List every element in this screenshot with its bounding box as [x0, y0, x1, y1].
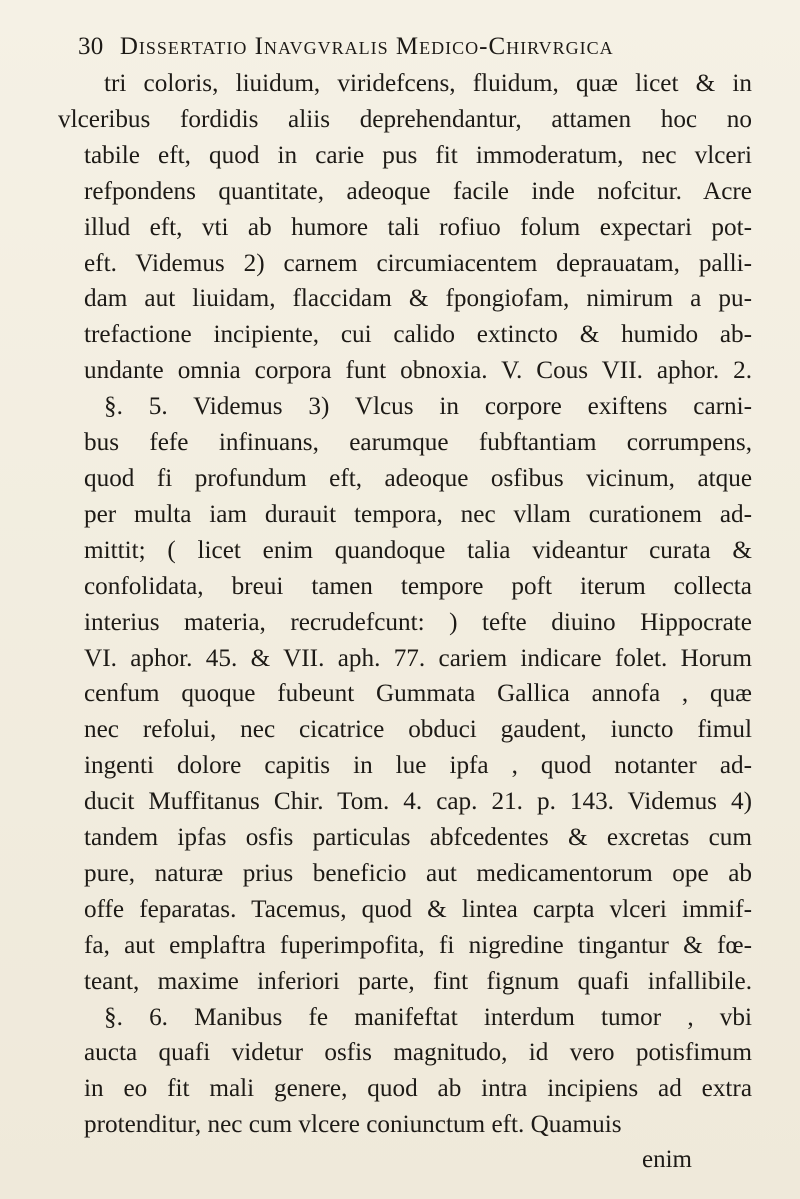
text-line: teant, maxime inferiori parte, fint fignum quafi infallibile. [84, 967, 752, 995]
text-line: fa, aut emplaftra fuperimpofita, fi nigredine tingantur & fœ- [84, 931, 752, 959]
text-line: VI. aphor. 45. & VII. aph. 77. cariem indicare folet. Horum [84, 644, 752, 672]
text-line: protenditur, nec cum vlcere coniunctum eft. Quamuis [84, 1111, 622, 1139]
text-line: aucta quafi videtur osfis magnitudo, id vero potisfimum [84, 1039, 752, 1067]
text-line: mittit; ( licet enim quandoque talia videantur curata & [84, 536, 752, 564]
text-line: tri coloris, liuidum, viridefcens, fluidum, quæ licet & in [104, 70, 752, 97]
text-line: trefactione incipiente, cui calido extincto & humido ab- [84, 321, 752, 349]
text-line: cenfum quoque fubeunt Gummata Gallica annofa , quæ [84, 680, 752, 708]
text-line: pure, naturæ prius beneficio aut medicamentorum ope ab [84, 859, 752, 887]
text-line: ducit Muffitanus Chir. Tom. 4. cap. 21. p. 143. Videmus 4) [84, 788, 752, 816]
page-number: 30 [78, 33, 104, 60]
text-line: undante omnia corpora funt obnoxia. V. Cous VII. aphor. 2. [84, 357, 752, 385]
running-head [78, 30, 752, 64]
text-line: dam aut liuidam, flaccidam & fpongiofam, nimirum a pu- [84, 285, 752, 313]
text-line: per multa iam durauit tempora, nec vllam curationem ad- [84, 500, 752, 528]
text-line: refpondens quantitate, adeoque facile inde nofcitur. Acre [84, 177, 752, 205]
text-line: quod fi profundum eft, adeoque osfibus vicinum, atque [84, 464, 752, 492]
section-line: §. 6. Manibus fe manifeftat interdum tumor , vbi [104, 1003, 752, 1031]
text-line: eft. Videmus 2) carnem circumiacentem deprauatam, palli- [84, 249, 752, 277]
body-text [58, 66, 752, 1143]
catchword: enim [642, 1146, 692, 1174]
text-line: nec refolui, nec cicatrice obduci gaudent, iuncto fimul [84, 716, 752, 744]
text-line: tabile eft, quod in carie pus fit immoderatum, nec vlceri [84, 141, 752, 169]
text-line: confolidata, breui tamen tempore poft iterum collecta [84, 572, 752, 600]
text-line: tandem ipfas osfis particulas abfcedentes & excretas cum [84, 824, 752, 852]
text-line: offe feparatas. Tacemus, quod & lintea carpta vlceri immif- [84, 895, 752, 923]
running-title: Dissertatio Inavgvralis Medico-Chirvrgica [119, 33, 614, 60]
text-line: interius materia, recrudefcunt: ) tefte diuino Hippocrate [84, 608, 752, 636]
text-line: bus fefe infinuans, earumque fubftantiam corrumpens, [84, 429, 752, 457]
text-line: vlceribus fordidis aliis deprehendantur, attamen hoc no [58, 105, 752, 133]
text-line: illud eft, vti ab humore tali rofiuo folum expectari pot- [84, 213, 752, 241]
section-line: §. 5. Videmus 3) Vlcus in corpore exiftens carni- [104, 393, 752, 421]
text-line: ingenti dolore capitis in lue ipfa , quod notanter ad- [84, 752, 752, 780]
text-line: in eo fit mali genere, quod ab intra incipiens ad extra [84, 1075, 752, 1103]
